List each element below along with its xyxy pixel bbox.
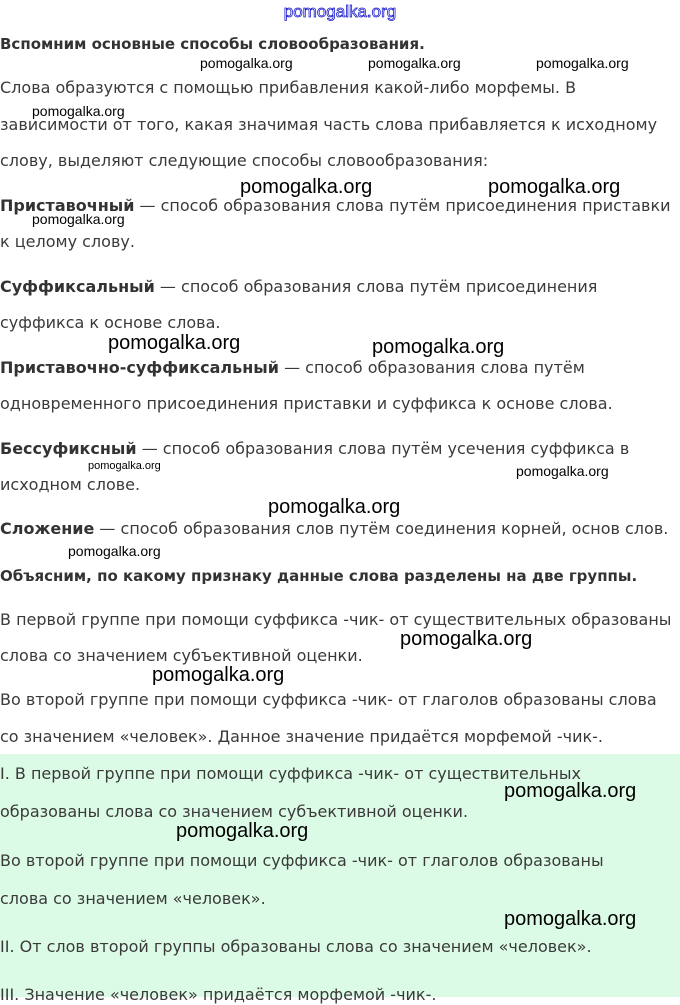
- prefix-suffix-way-term: Приставочно-суффиксальный: [0, 358, 279, 377]
- heading-word-formation: Вспомним основные способы словообразования.: [0, 35, 425, 53]
- answer-line-5: II. От слов второй группы образованы слова со значением «человек».: [0, 937, 592, 956]
- prefix-way-cont: к целому слову.: [0, 232, 135, 251]
- watermark: pomogalka.org: [68, 543, 161, 559]
- watermark: pomogalka.org: [152, 664, 285, 686]
- suffix-way-cont: суффикса к основе слова.: [0, 313, 221, 332]
- suffixless-way-definition: — способ образования слова путём усечения суффикса в: [136, 439, 630, 458]
- intro-line-1: Слова образуются с помощью прибавления какой-либо морфемы. В: [0, 78, 577, 97]
- explain-line-1: В первой группе при помощи суффикса -чик- от существительных образованы: [0, 610, 672, 629]
- answer-line-1: I. В первой группе при помощи суффикса -чик- от существительных: [0, 764, 581, 783]
- explain-line-3: Во второй группе при помощи суффикса -чик- от глаголов образованы слова: [0, 690, 657, 709]
- watermark: pomogalka.org: [200, 55, 293, 71]
- prefix-suffix-way-definition: — способ образования слова путём: [278, 358, 585, 377]
- watermark: pomogalka.org: [88, 460, 161, 472]
- watermark: pomogalka.org: [108, 332, 241, 354]
- suffix-way-term: Суффиксальный: [0, 277, 155, 296]
- watermark: pomogalka.org: [400, 628, 533, 650]
- compounding-way-term: Сложение: [0, 519, 95, 538]
- intro-line-2: зависимости от того, какая значимая часть слова прибавляется к исходному: [0, 115, 658, 134]
- watermark: pomogalka.org: [516, 463, 609, 479]
- answer-line-6: III. Значение «человек» придаётся морфемой -чик-.: [0, 985, 437, 1004]
- prefix-suffix-way: [0, 358, 585, 378]
- prefix-way-definition: — способ образования слова путём присоединения приставки: [134, 196, 671, 215]
- watermark: pomogalka.org: [268, 496, 401, 518]
- suffixless-way: [0, 439, 629, 459]
- suffixless-way-cont: исходном слове.: [0, 475, 141, 494]
- watermark: pomogalka.org: [536, 55, 629, 71]
- prefix-suffix-way-cont: одновременного присоединения приставки и суффикса к основе слова.: [0, 394, 613, 413]
- watermark: pomogalka.org: [32, 211, 125, 227]
- answer-line-2: образованы слова со значением субъективной оценки.: [0, 802, 469, 821]
- answer-line-4: слова со значением «человек».: [0, 889, 266, 908]
- watermark: pomogalka.org: [504, 908, 637, 930]
- compounding-way-definition: — способ образования слов путём соединения корней, основ слов.: [94, 519, 669, 538]
- suffixless-way-term: Бессуфиксный: [0, 439, 137, 458]
- intro-line-3: слову, выделяют следующие способы словообразования:: [0, 151, 489, 170]
- watermark: pomogalka.org: [504, 780, 637, 802]
- suffix-way: [0, 277, 597, 297]
- prefix-way-term: Приставочный: [0, 196, 135, 215]
- watermark: pomogalka.org: [240, 176, 373, 198]
- compounding-way: [0, 519, 668, 539]
- watermark: pomogalka.org: [176, 820, 309, 842]
- watermark: pomogalka.org: [488, 176, 621, 198]
- watermark: pomogalka.org: [372, 336, 505, 358]
- suffix-way-definition: — способ образования слова путём присоединения: [154, 277, 598, 296]
- explain-line-4: со значением «человек». Данное значение придаётся морфемой -чик-.: [0, 727, 603, 746]
- watermark: pomogalka.org: [368, 55, 461, 71]
- site-watermark-top: pomogalka.org: [283, 2, 397, 21]
- explain-line-2: слова со значением субъективной оценки.: [0, 646, 363, 665]
- answer-line-3: Во второй группе при помощи суффикса -чик- от глаголов образованы: [0, 851, 604, 870]
- heading-groups: Объясним, по какому признаку данные слова разделены на две группы.: [0, 567, 638, 585]
- watermark: pomogalka.org: [32, 103, 125, 119]
